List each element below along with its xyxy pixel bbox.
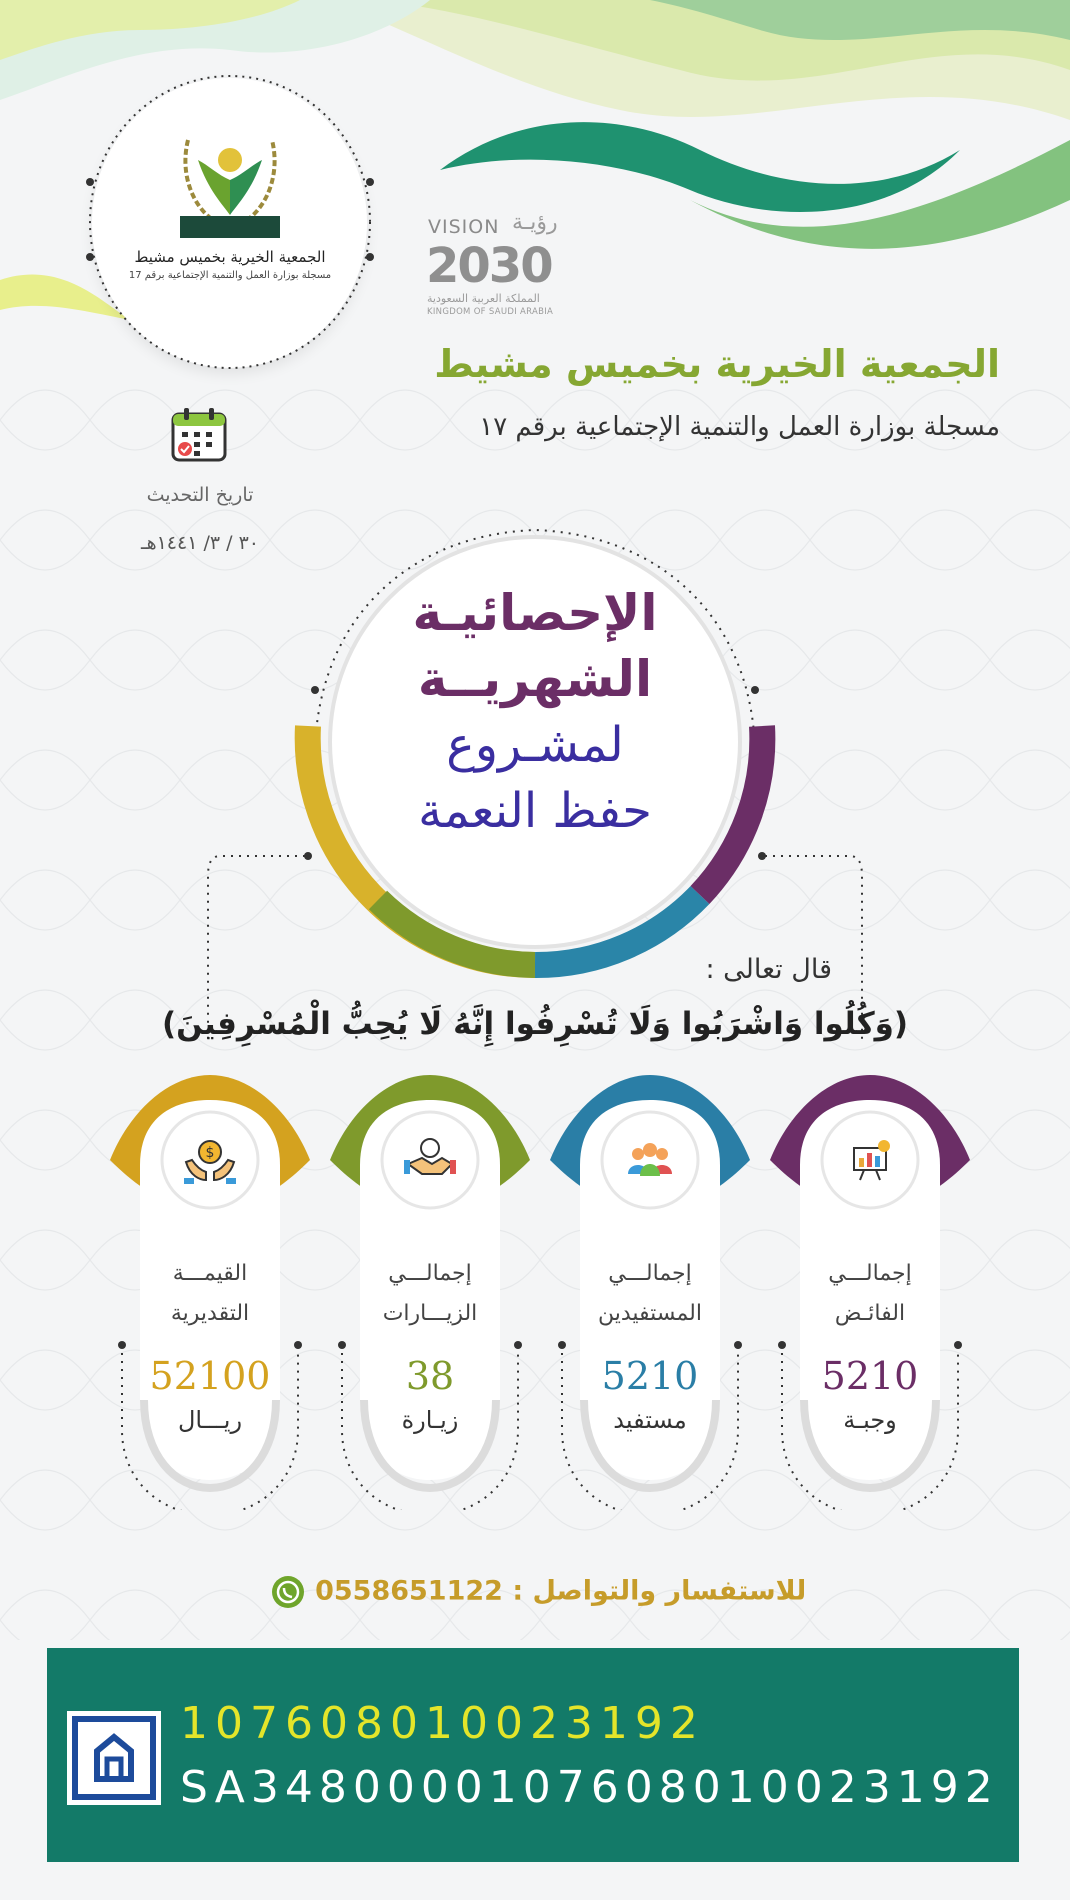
stat-label-2: الفائـض — [834, 1301, 906, 1326]
vision-country-ar: المملكة العربية السعودية — [427, 292, 540, 305]
bank-band — [47, 1648, 1019, 1862]
stat-unit: زيـارة — [401, 1406, 459, 1434]
stat-label-2: المستفيدين — [598, 1301, 702, 1326]
stat-card — [540, 1070, 740, 1510]
stat-unit: وجبـة — [843, 1406, 897, 1434]
bank-logo-icon — [67, 1711, 161, 1805]
stat-label-1: إجمالـــي — [828, 1261, 912, 1286]
stat-label-1: القيمـــة — [172, 1261, 248, 1286]
update-label: تاريخ التحديث — [146, 484, 254, 506]
stat-label-1: إجمالـــي — [608, 1261, 692, 1286]
bank-logo-box — [67, 1711, 161, 1805]
stat-card — [320, 1070, 520, 1510]
stat-unit: مستفيد — [613, 1406, 687, 1434]
stat-card — [100, 1070, 300, 1510]
headline-line-4: حفظ النعمة — [418, 783, 652, 839]
headline-line-1: الإحصائيـة — [412, 584, 658, 642]
logo-org-name: الجمعية الخيرية بخميس مشيط — [134, 248, 326, 266]
vision-arabic: رؤيـة — [512, 210, 558, 235]
vision-year: 2030 — [426, 238, 552, 294]
svg-text:$: $ — [205, 1145, 215, 1161]
headline-line-2: الشهريــة — [417, 650, 653, 708]
bank-iban: SA3480000107608010023192 — [180, 1762, 999, 1813]
update-date: ٣٠ / ٣/ ١٤٤١هـ — [141, 532, 259, 554]
stat-unit: ريـــال — [177, 1406, 243, 1434]
vision-word: VISION — [428, 216, 500, 238]
contact-line — [0, 1574, 1070, 1610]
logo-org-registration: مسجلة بوزارة العمل والتنمية الإجتماعية برقم 17 — [128, 270, 332, 281]
quran-verse: (وَكُلُوا وَاشْرَبُوا وَلَا تُسْرِفُوا إِنَّهُ لَا يُحِبُّ الْمُسْرِفِينَ) — [161, 1006, 909, 1042]
headline-line-3: لمشـروع — [446, 717, 624, 773]
stat-value: 52100 — [149, 1354, 271, 1398]
bank-account-number: 107608010023192 — [180, 1698, 705, 1749]
stat-label-1: إجمالـــي — [388, 1261, 472, 1286]
calendar-icon — [170, 406, 228, 464]
stat-card — [760, 1070, 960, 1510]
stat-label-2: التقديرية — [170, 1301, 250, 1326]
org-title: الجمعية الخيرية بخميس مشيط — [434, 342, 1000, 386]
stat-value: 38 — [405, 1354, 455, 1398]
org-registration: مسجلة بوزارة العمل والتنمية الإجتماعية برقم ١٧ — [479, 412, 1000, 442]
verse-intro: قال تعالى : — [705, 954, 832, 985]
vision-country-en: KINGDOM OF SAUDI ARABIA — [427, 307, 554, 317]
contact-text: للاستفسار والتواصل : 0558651122 — [315, 1575, 807, 1607]
stat-value: 5210 — [601, 1354, 699, 1398]
stat-label-2: الزيـــارات — [382, 1301, 478, 1326]
whatsapp-icon[interactable] — [270, 1574, 306, 1610]
association-emblem-icon — [178, 120, 282, 240]
headline — [330, 580, 740, 844]
stat-value: 5210 — [821, 1354, 919, 1398]
